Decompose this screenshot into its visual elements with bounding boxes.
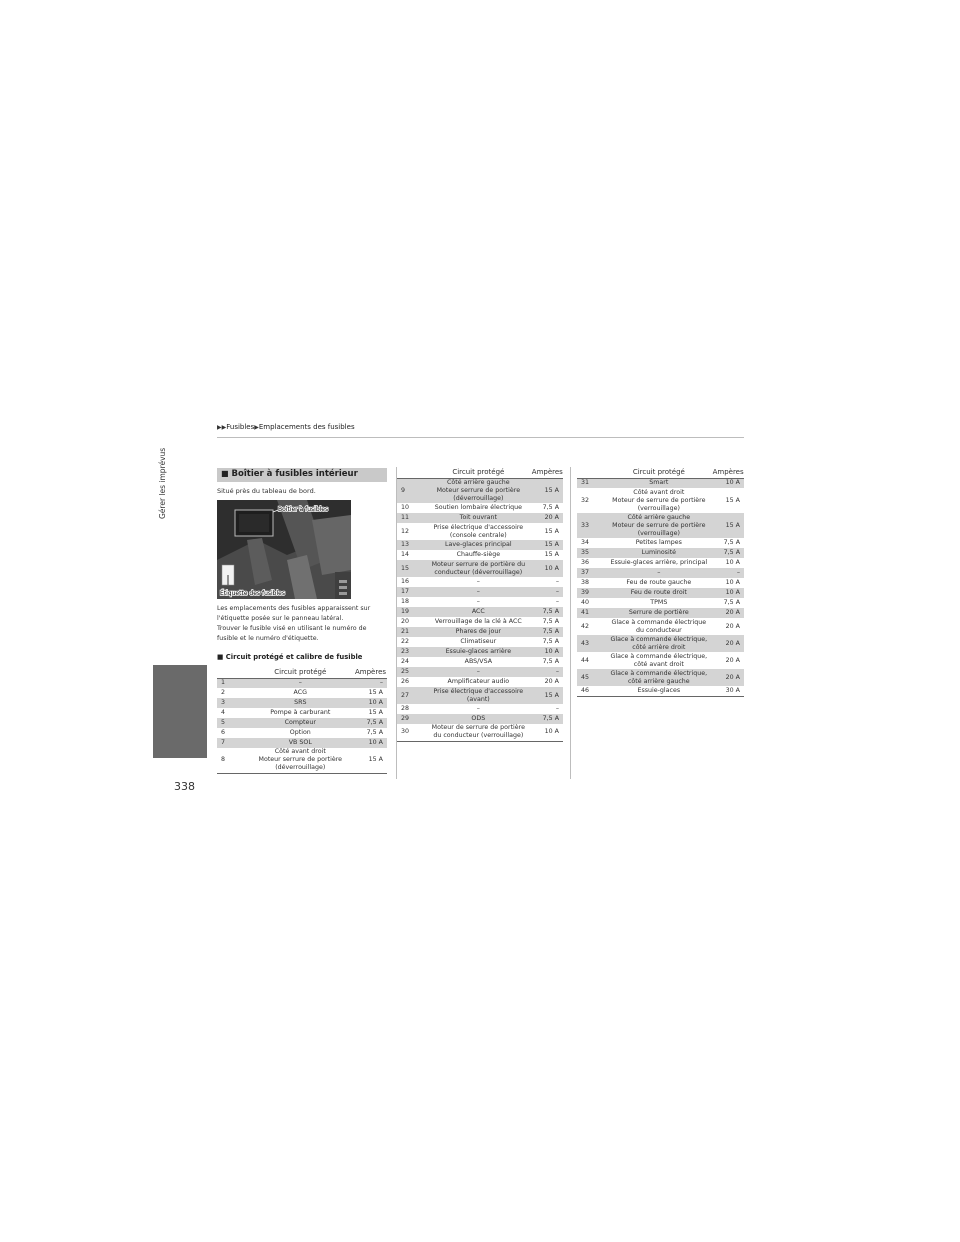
fuse-amperage: – xyxy=(530,667,563,677)
fuse-amperage: 10 A xyxy=(353,698,387,708)
fuse-amperage: – xyxy=(530,587,563,597)
fuse-amperage: 15 A xyxy=(368,689,383,696)
fuse-number: 7 xyxy=(217,738,248,748)
circuit-protected: Toit ouvrant xyxy=(427,513,530,523)
table-row xyxy=(577,669,744,686)
circuit-protected: Essuie-glaces arrière xyxy=(427,647,530,657)
table-row xyxy=(217,738,387,748)
table-row xyxy=(397,647,563,657)
column-header-circuit: Circuit protégé xyxy=(427,466,530,478)
circuit-protected: Glace à commande électrique, côté arrière gauche xyxy=(607,669,711,686)
square-bullet-icon: ■ xyxy=(221,469,229,478)
fuse-number: 17 xyxy=(397,587,427,597)
table-row xyxy=(577,558,744,568)
circuit-protected: – xyxy=(427,667,530,677)
fuse-number: 34 xyxy=(581,539,590,546)
table-row xyxy=(397,607,563,617)
fuse-number: 11 xyxy=(397,513,427,523)
fuse-amperage: 7,5 A xyxy=(542,658,559,665)
column-header-amps: Ampères xyxy=(353,666,387,678)
fuse-number: 20 xyxy=(401,618,410,625)
table-row xyxy=(397,704,563,714)
circuit-protected: Moteur de serrure de portière du conducteur (verrouillage) xyxy=(427,724,530,741)
fuse-amperage: 7,5 A xyxy=(542,504,559,511)
fuse-amperage: – xyxy=(711,568,744,578)
fuse-amperage: 15 A xyxy=(530,687,563,704)
table-row xyxy=(577,588,744,598)
sidebar-chapter-label: Gérer les imprévus xyxy=(158,448,167,520)
fuse-amperage: 30 A xyxy=(711,686,744,696)
circuit-protected: Serrure de portière xyxy=(607,608,711,618)
table-row xyxy=(217,688,387,698)
fuse-number: 5 xyxy=(217,718,248,728)
header-divider xyxy=(217,437,744,438)
table-row xyxy=(577,513,744,538)
fuse-number: 28 xyxy=(401,705,410,712)
fuse-number: 16 xyxy=(401,578,410,585)
fuse-amperage: – xyxy=(555,705,559,712)
circuit-protected: Prise électrique d'accessoire (console centrale) xyxy=(433,523,524,539)
circuit-protected: Côté arrière gauche Moteur de serrure de portière (verrouillage) xyxy=(607,513,711,538)
circuit-protected: Glace à commande électrique, côté arrière droit xyxy=(607,635,711,652)
circuit-protected: Verrouillage de la clé à ACC xyxy=(434,618,522,625)
circuit-protected: – xyxy=(476,705,480,712)
circuit-protected: ACG xyxy=(293,689,308,696)
circuit-protected: Soutien lombaire électrique xyxy=(434,504,522,511)
fuse-amperage: 7,5 A xyxy=(366,729,383,736)
column-header-circuit: Circuit protégé xyxy=(248,666,353,678)
fuse-number: 25 xyxy=(397,667,427,677)
fuse-number: 2 xyxy=(221,689,226,696)
circuit-protected: Climatiseur xyxy=(460,638,497,645)
fuse-number: 4 xyxy=(221,709,226,716)
table-row xyxy=(217,708,387,718)
fuse-amperage: – xyxy=(353,678,387,688)
fuse-number: 36 xyxy=(581,559,590,566)
table-subheader: ■ Circuit protégé et calibre de fusible xyxy=(217,653,363,661)
fuse-number: 1 xyxy=(217,678,248,688)
fuse-number: 13 xyxy=(397,540,427,550)
fuse-amperage: 7,5 A xyxy=(542,638,559,645)
fuse-number: 19 xyxy=(397,607,427,617)
fuse-number: 8 xyxy=(217,748,248,773)
fuse-number: 38 xyxy=(581,579,590,586)
table-row xyxy=(397,550,563,560)
fuse-number: 31 xyxy=(577,478,607,488)
fuse-number: 14 xyxy=(401,551,410,558)
fuse-table-1 xyxy=(217,666,387,774)
circuit-protected: Petites lampes xyxy=(635,539,682,546)
circuit-protected: SRS xyxy=(248,698,353,708)
table-row xyxy=(217,718,387,728)
table-row xyxy=(397,597,563,607)
fuse-number: 39 xyxy=(577,588,607,598)
circuit-protected: Moteur serrure de portière du conducteur (déverrouillage) xyxy=(427,560,530,577)
circuit-protected: Compteur xyxy=(248,718,353,728)
fuse-amperage: 7,5 A xyxy=(530,714,563,724)
circuit-protected: Lave-glaces principal xyxy=(427,540,530,550)
fuse-amperage: 10 A xyxy=(530,724,563,741)
table-header-row xyxy=(577,466,744,478)
fuse-number: 32 xyxy=(581,496,590,504)
fuse-amperage: 7,5 A xyxy=(530,607,563,617)
fuse-number: 15 xyxy=(397,560,427,577)
fuse-number: 41 xyxy=(577,608,607,618)
circuit-protected: Côté arrière gauche Moteur serrure de portière (déverrouillage) xyxy=(427,478,530,503)
fuse-number: 23 xyxy=(397,647,427,657)
fuse-amperage: 7,5 A xyxy=(711,548,744,558)
table-row xyxy=(397,540,563,550)
fuse-number: 33 xyxy=(577,513,607,538)
table-row xyxy=(397,513,563,523)
square-bullet-icon: ■ xyxy=(217,653,224,661)
fuse-number: 35 xyxy=(577,548,607,558)
circuit-protected: Pompe à carburant xyxy=(270,709,331,716)
table-row xyxy=(577,568,744,578)
table-row xyxy=(397,478,563,503)
column-divider xyxy=(570,467,571,779)
table-row xyxy=(217,728,387,738)
table-row xyxy=(397,617,563,627)
fuse-table-3 xyxy=(577,466,744,697)
fuse-number: 37 xyxy=(577,568,607,578)
circuit-protected: – xyxy=(607,568,711,578)
breadcrumb-arrow-icon: ▶▶ xyxy=(217,424,227,431)
table-row xyxy=(577,635,744,652)
page-number: 338 xyxy=(174,780,195,793)
table-row xyxy=(577,598,744,608)
table-row xyxy=(577,686,744,696)
table-row xyxy=(397,627,563,637)
circuit-protected: Essuie-glaces xyxy=(607,686,711,696)
fuse-amperage: 15 A xyxy=(544,527,559,535)
fuse-number: 27 xyxy=(397,687,427,704)
photo-label-box: Boîtier à fusibles xyxy=(278,506,329,513)
fuse-amperage: 7,5 A xyxy=(723,539,740,546)
circuit-protected: – xyxy=(248,678,353,688)
circuit-protected: TPMS xyxy=(650,599,668,606)
circuit-protected: Option xyxy=(289,729,311,736)
circuit-protected: Chauffe-siège xyxy=(456,551,501,558)
table-row xyxy=(397,724,563,741)
photo-label-fuse-label: Étiquette des fusibles xyxy=(220,590,285,597)
sidebar-chapter-tab xyxy=(153,665,207,758)
fuse-table-2 xyxy=(397,466,563,742)
fuse-amperage: 20 A xyxy=(711,608,744,618)
fuse-amperage: 10 A xyxy=(530,647,563,657)
circuit-protected: – xyxy=(476,578,480,585)
fuse-number: 22 xyxy=(401,638,410,645)
table-row xyxy=(397,560,563,577)
table-row xyxy=(397,503,563,513)
circuit-protected: Côté avant droit Moteur de serrure de portière (verrouillage) xyxy=(612,488,706,512)
circuit-protected: – xyxy=(476,598,480,605)
circuit-protected: Glace à commande électrique du conducteur xyxy=(611,618,707,634)
fuse-amperage: 7,5 A xyxy=(723,599,740,606)
fuse-amperage: 10 A xyxy=(353,738,387,748)
table-row xyxy=(397,677,563,687)
table-row xyxy=(397,587,563,597)
fuse-amperage: 10 A xyxy=(725,559,740,566)
fuse-number: 18 xyxy=(401,598,410,605)
fuse-number: 9 xyxy=(397,478,427,503)
column-header-amps: Ampères xyxy=(711,466,744,478)
table-row xyxy=(217,678,387,688)
fuse-amperage: 15 A xyxy=(530,478,563,503)
fuse-amperage: 7,5 A xyxy=(542,618,559,625)
table-row xyxy=(577,538,744,548)
breadcrumb-arrow-icon: ▶ xyxy=(254,424,259,431)
table-row xyxy=(397,667,563,677)
table-row xyxy=(577,652,744,669)
circuit-protected: Feu de route gauche xyxy=(626,579,692,586)
section-title: ■ Boîtier à fusibles intérieur xyxy=(217,468,387,482)
circuit-protected: VB SOL xyxy=(248,738,353,748)
table-row xyxy=(577,618,744,635)
section-intro: Situé près du tableau de bord. xyxy=(217,487,316,495)
fuse-amperage: 15 A xyxy=(530,540,563,550)
fuse-number: 43 xyxy=(577,635,607,652)
fuse-amperage: 7,5 A xyxy=(530,627,563,637)
fuse-number: 24 xyxy=(401,658,410,665)
fuse-number: 12 xyxy=(401,527,410,535)
circuit-protected: Prise électrique d'accessoire (avant) xyxy=(427,687,530,704)
fuse-number: 30 xyxy=(397,724,427,741)
fuse-amperage: 10 A xyxy=(711,588,744,598)
fuse-amperage: 10 A xyxy=(711,478,744,488)
fuse-amperage: 10 A xyxy=(725,579,740,586)
fuse-amperage: 7,5 A xyxy=(353,718,387,728)
fuse-amperage: 10 A xyxy=(530,560,563,577)
table-row xyxy=(577,608,744,618)
fuse-number: 21 xyxy=(397,627,427,637)
table-row xyxy=(217,748,387,773)
fuse-amperage: – xyxy=(555,578,559,585)
table-row xyxy=(577,478,744,488)
breadcrumb-item[interactable]: Emplacements des fusibles xyxy=(258,423,355,431)
fuse-amperage: 20 A xyxy=(544,678,559,685)
table-row xyxy=(577,578,744,588)
table-row xyxy=(397,637,563,647)
circuit-protected: Phares de jour xyxy=(427,627,530,637)
fuse-number: 29 xyxy=(397,714,427,724)
fuse-amperage: 15 A xyxy=(368,709,383,716)
breadcrumb-item[interactable]: Fusibles xyxy=(226,423,255,431)
circuit-protected: ODS xyxy=(427,714,530,724)
circuit-protected: ACC xyxy=(427,607,530,617)
fuse-amperage: 20 A xyxy=(725,622,740,630)
table-row xyxy=(217,698,387,708)
fuse-amperage: – xyxy=(555,598,559,605)
fuse-amperage: 15 A xyxy=(353,748,387,773)
table-row xyxy=(397,687,563,704)
table-header-row xyxy=(397,466,563,478)
circuit-protected: Amplificateur audio xyxy=(447,678,510,685)
fuse-number: 26 xyxy=(401,678,410,685)
fuse-number: 45 xyxy=(577,669,607,686)
table-row xyxy=(397,577,563,587)
circuit-protected: Côté avant droit Moteur serrure de portière (déverrouillage) xyxy=(248,748,353,773)
breadcrumb xyxy=(217,423,355,431)
fuse-number: 3 xyxy=(217,698,248,708)
fuse-number: 6 xyxy=(221,729,226,736)
table-row xyxy=(577,548,744,558)
circuit-protected: Feu de route droit xyxy=(607,588,711,598)
fuse-amperage: 20 A xyxy=(711,635,744,652)
table-header-row xyxy=(217,666,387,678)
circuit-protected: Smart xyxy=(607,478,711,488)
column-header-circuit: Circuit protégé xyxy=(607,466,711,478)
circuit-protected: Glace à commande électrique, côté avant droit xyxy=(610,652,708,668)
circuit-protected: Essuie-glaces arrière, principal xyxy=(610,559,708,566)
circuit-protected: – xyxy=(427,587,530,597)
table-row xyxy=(397,657,563,667)
fuse-amperage: 20 A xyxy=(530,513,563,523)
fuse-amperage: 15 A xyxy=(711,513,744,538)
fuse-amperage: 15 A xyxy=(544,551,559,558)
fuse-number: 42 xyxy=(581,622,590,630)
table-row xyxy=(577,488,744,513)
fuse-amperage: 20 A xyxy=(725,656,740,664)
section-description: Les emplacements des fusibles apparaissent sur l'étiquette posée sur le panneau latéral. Trouver le fusible visé en utilisant le numéro de fusible et le numéro d'étiquette. xyxy=(217,605,371,642)
table-row xyxy=(397,523,563,540)
fuse-box-photo xyxy=(217,500,351,599)
fuse-number: 40 xyxy=(581,599,590,606)
circuit-protected: ABS/VSA xyxy=(464,658,493,665)
circuit-protected: Luminosité xyxy=(607,548,711,558)
fuse-amperage: 20 A xyxy=(711,669,744,686)
fuse-number: 44 xyxy=(581,656,590,664)
column-header-amps: Ampères xyxy=(530,466,563,478)
fuse-number: 46 xyxy=(577,686,607,696)
table-row xyxy=(397,714,563,724)
fuse-number: 10 xyxy=(401,504,410,511)
fuse-amperage: 15 A xyxy=(725,496,740,504)
